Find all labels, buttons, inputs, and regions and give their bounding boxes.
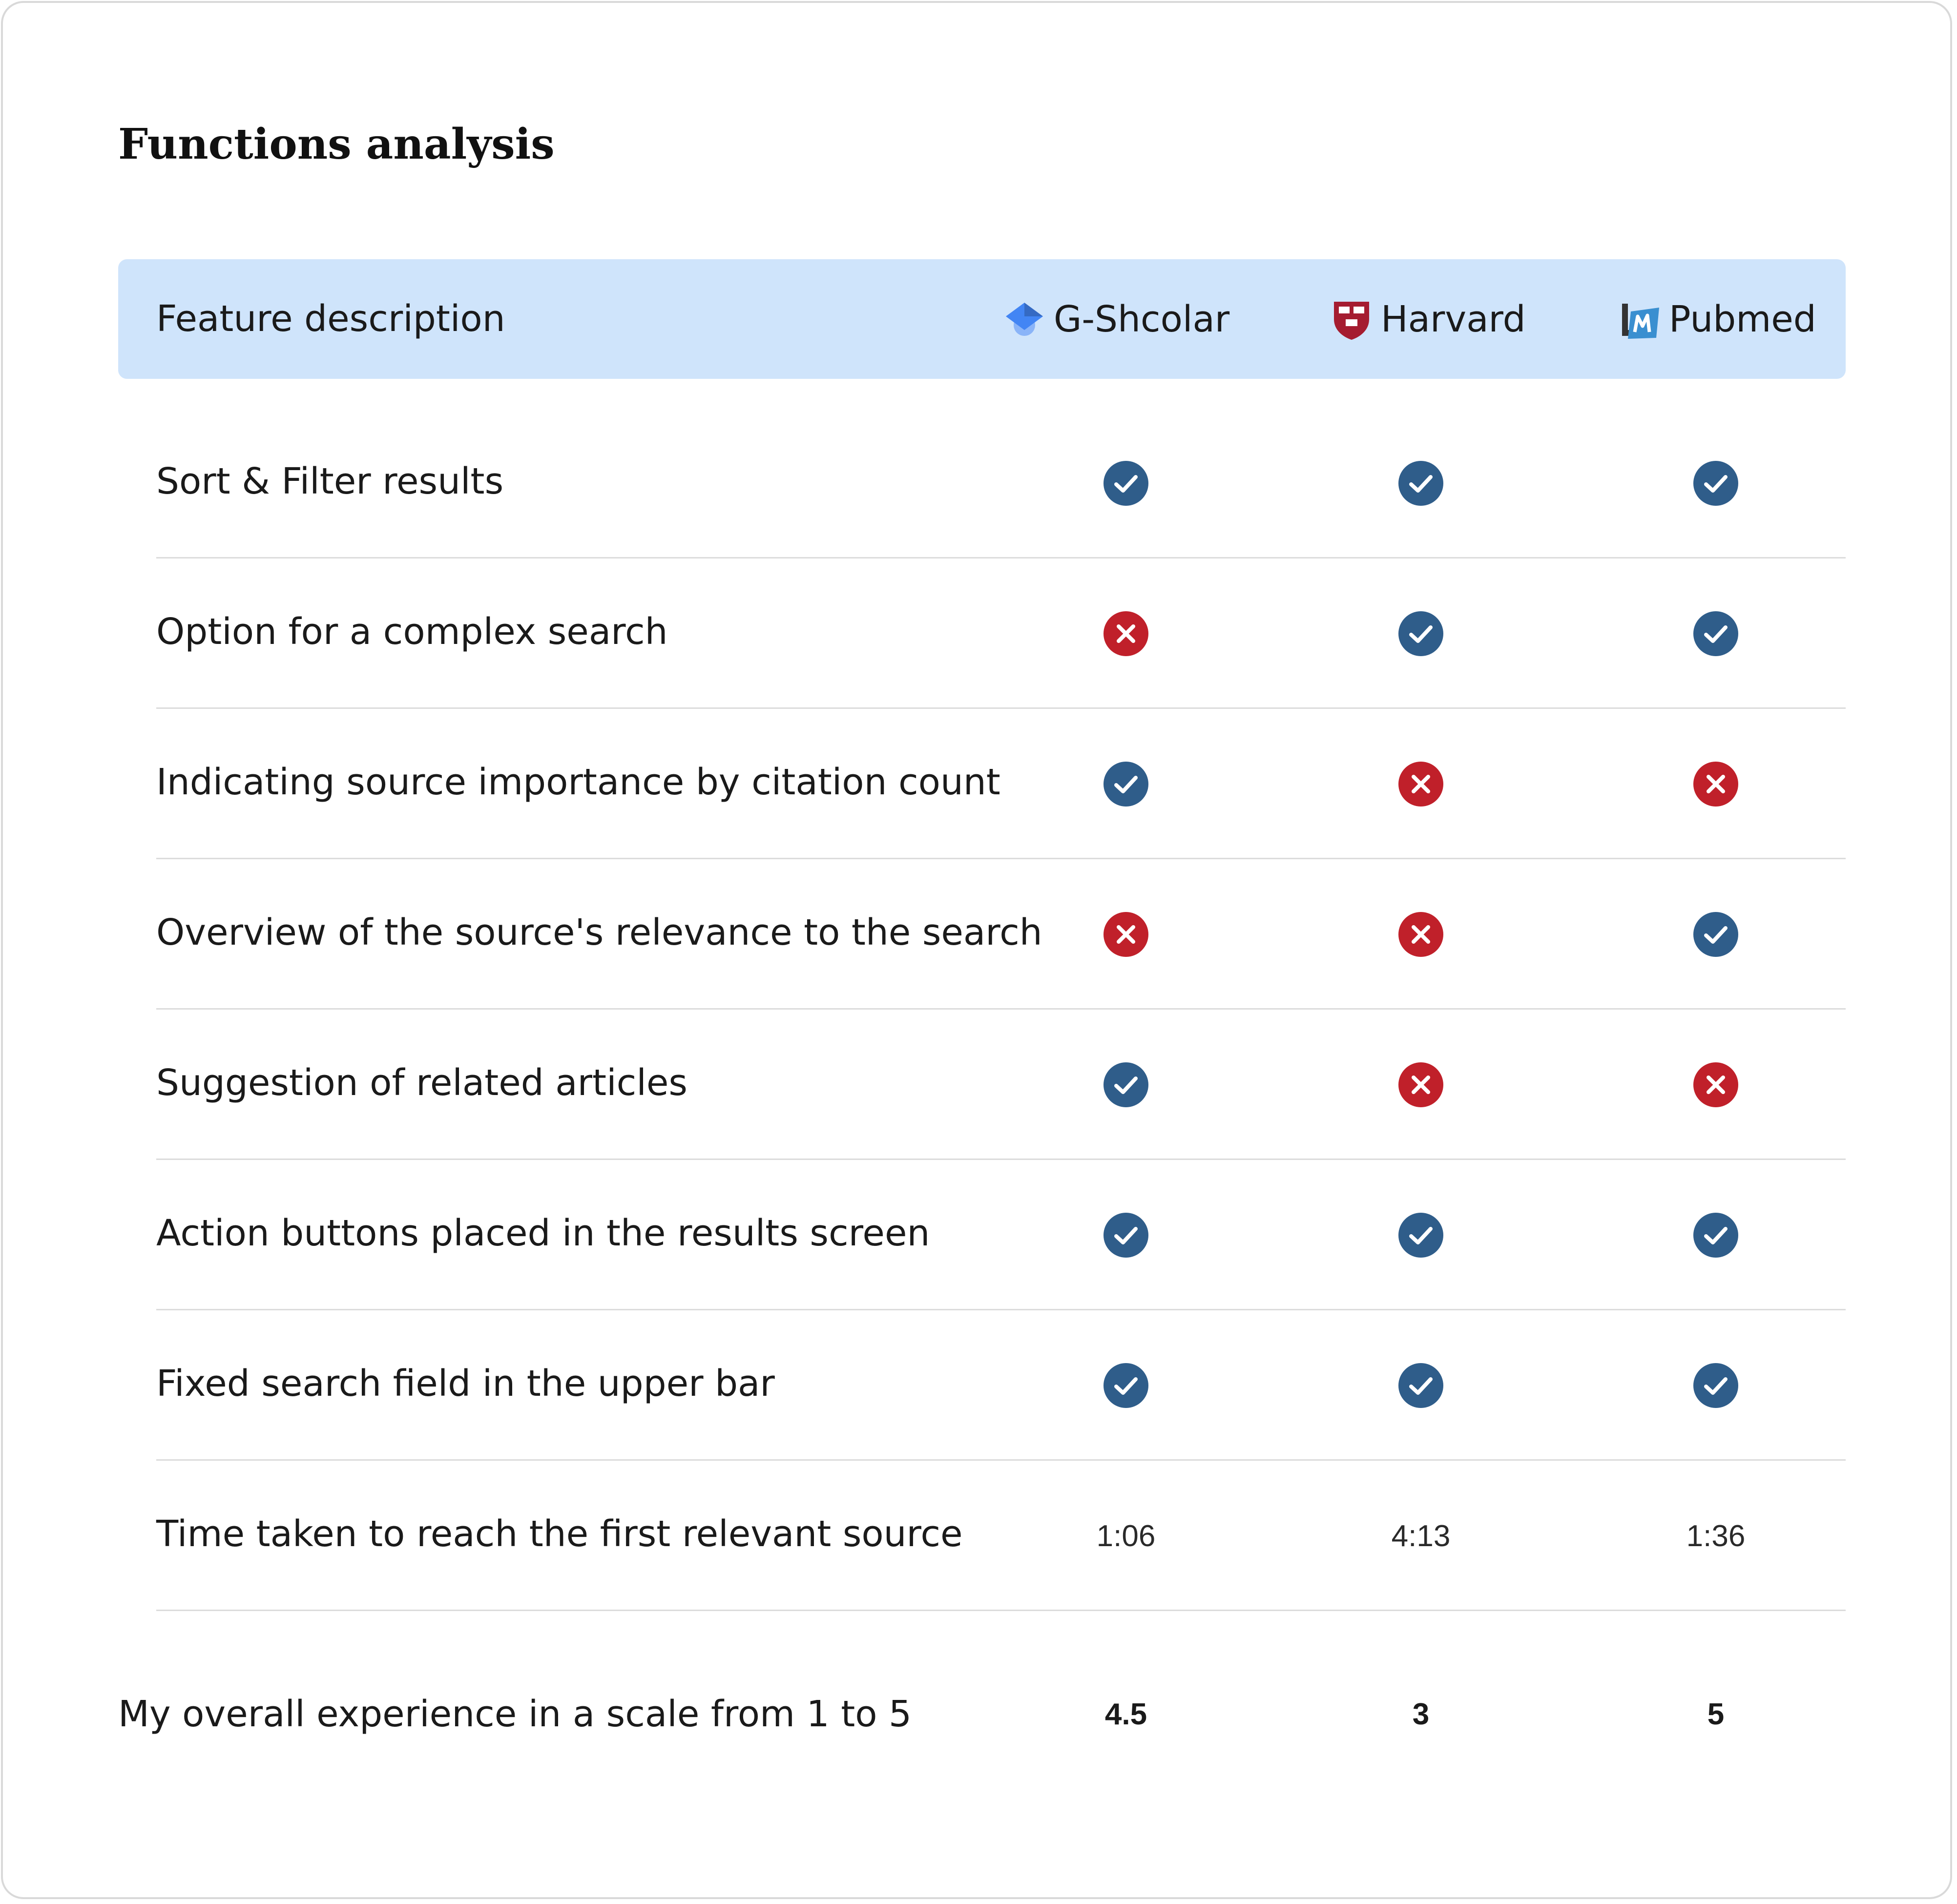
cell-pubmed <box>1667 859 1765 1010</box>
feature-label: Sort & Filter results <box>156 460 504 502</box>
column-header-label: Pubmed <box>1669 298 1816 340</box>
cell-g-scholar <box>1077 709 1175 859</box>
feature-label: Indicating source importance by citation count <box>156 761 1000 803</box>
graduation-cap-icon <box>1002 297 1047 342</box>
cell-harvard <box>1372 1461 1470 1611</box>
overall-score-g-scholar: 4.5 <box>1104 1697 1147 1731</box>
cross-circle-icon <box>1692 1061 1739 1108</box>
feature-label: Fixed search field in the upper bar <box>156 1363 775 1405</box>
cross-circle-icon <box>1103 911 1149 958</box>
column-header-label: G-Shcolar <box>1054 298 1230 340</box>
cross-circle-icon <box>1103 610 1149 657</box>
check-circle-icon <box>1692 610 1739 657</box>
overall-score-pubmed: 5 <box>1707 1697 1725 1731</box>
feature-label: Action buttons placed in the results screen <box>156 1212 930 1254</box>
feature-label: Suggestion of related articles <box>156 1062 687 1104</box>
cell-pubmed <box>1667 1310 1765 1461</box>
table-row <box>156 709 1846 859</box>
column-header-g-scholar <box>1002 259 1229 379</box>
table-row <box>156 559 1846 709</box>
page-title: Functions analysis <box>118 120 555 169</box>
table-row <box>156 408 1846 559</box>
table-row <box>156 1310 1846 1461</box>
cell-harvard <box>1372 408 1470 559</box>
cell-harvard <box>1372 1310 1470 1461</box>
column-header-harvard <box>1329 259 1526 379</box>
cell-g-scholar <box>1077 859 1175 1010</box>
cell-pubmed <box>1667 709 1765 859</box>
feature-description-header: Feature description <box>156 298 505 340</box>
table-row <box>156 1010 1846 1160</box>
feature-label: Time taken to reach the first relevant source <box>156 1513 963 1555</box>
cell-harvard <box>1372 859 1470 1010</box>
row-divider <box>156 1610 1846 1611</box>
functions-analysis-card <box>1 1 1952 1899</box>
table-header <box>118 259 1846 379</box>
check-circle-icon <box>1397 1212 1444 1259</box>
time-value: 1:36 <box>1686 1519 1746 1553</box>
cell-harvard <box>1372 559 1470 709</box>
cell-pubmed <box>1667 1461 1765 1611</box>
harvard-shield-icon <box>1329 297 1374 342</box>
cell-g-scholar <box>1077 559 1175 709</box>
time-value: 4:13 <box>1391 1519 1451 1553</box>
cell-harvard <box>1372 1160 1470 1310</box>
column-header-pubmed <box>1617 259 1816 379</box>
overall-experience-label: My overall experience in a scale from 1 to 5 <box>118 1693 912 1735</box>
check-circle-icon <box>1692 1362 1739 1409</box>
check-circle-icon <box>1103 1061 1149 1108</box>
cell-harvard <box>1372 709 1470 859</box>
check-circle-icon <box>1397 1362 1444 1409</box>
cell-pubmed <box>1667 1160 1765 1310</box>
cell-harvard <box>1372 1010 1470 1160</box>
cross-circle-icon <box>1397 1061 1444 1108</box>
check-circle-icon <box>1692 1212 1739 1259</box>
check-circle-icon <box>1397 460 1444 507</box>
cell-pubmed <box>1667 1010 1765 1160</box>
check-circle-icon <box>1103 1212 1149 1259</box>
check-circle-icon <box>1397 610 1444 657</box>
feature-label: Overview of the source's relevance to the search <box>156 911 1042 953</box>
cell-g-scholar <box>1077 1310 1175 1461</box>
check-circle-icon <box>1692 911 1739 958</box>
table-row <box>156 1461 1846 1611</box>
cross-circle-icon <box>1397 911 1444 958</box>
cell-g-scholar <box>1077 408 1175 559</box>
check-circle-icon <box>1692 460 1739 507</box>
check-circle-icon <box>1103 1362 1149 1409</box>
cell-g-scholar <box>1077 1010 1175 1160</box>
check-circle-icon <box>1103 761 1149 807</box>
cell-pubmed <box>1667 559 1765 709</box>
cell-g-scholar <box>1077 1461 1175 1611</box>
cell-g-scholar <box>1077 1160 1175 1310</box>
cell-pubmed <box>1667 408 1765 559</box>
check-circle-icon <box>1103 460 1149 507</box>
feature-label: Option for a complex search <box>156 611 668 653</box>
table-row <box>156 859 1846 1010</box>
pubmed-logo-icon <box>1617 297 1662 342</box>
table-row <box>156 1160 1846 1310</box>
overall-score-harvard: 3 <box>1412 1697 1430 1731</box>
cross-circle-icon <box>1397 761 1444 807</box>
cross-circle-icon <box>1692 761 1739 807</box>
time-value: 1:06 <box>1096 1519 1156 1553</box>
column-header-label: Harvard <box>1381 298 1526 340</box>
